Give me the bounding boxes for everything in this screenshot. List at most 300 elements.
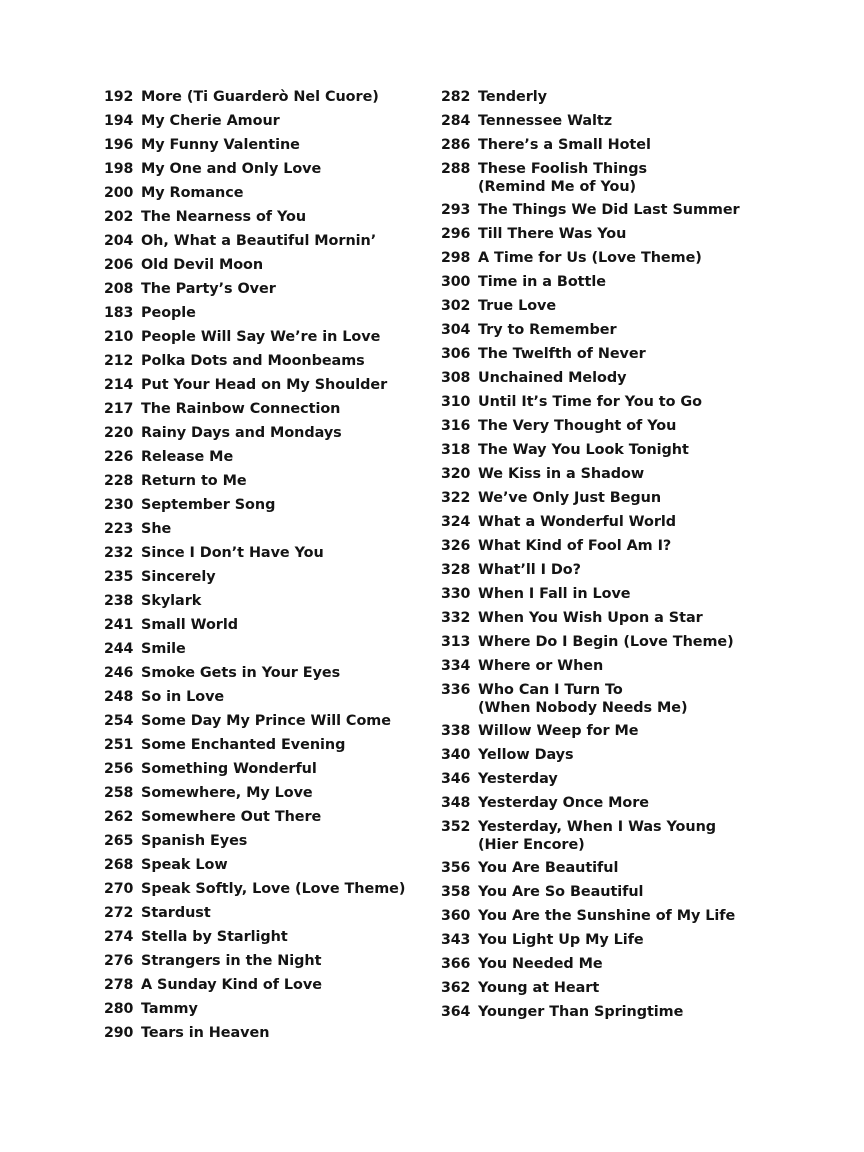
entry-page-number: 254 (104, 713, 134, 729)
index-entry (104, 472, 434, 496)
entry-title: Some Day My Prince Will Come (141, 713, 391, 729)
entry-title: The Rainbow Connection (141, 401, 341, 417)
entry-title: Speak Softly, Love (Love Theme) (141, 881, 406, 897)
entry-title-group (478, 201, 781, 220)
entry-page-number: 352 (441, 819, 471, 835)
entry-title-group (478, 345, 781, 364)
entry-page-number: 272 (104, 905, 134, 921)
entry-title: Younger Than Springtime (478, 1004, 684, 1020)
entry-title: Some Enchanted Evening (141, 737, 346, 753)
index-entry (104, 328, 434, 352)
entry-page-number: 332 (441, 610, 471, 626)
entry-title-group (478, 657, 781, 676)
entry-page-number: 328 (441, 562, 471, 578)
entry-title-group (478, 859, 781, 878)
index-entry (104, 832, 434, 856)
entry-title-group (141, 328, 434, 347)
entry-title-group (141, 592, 434, 611)
index-columns (0, 88, 864, 1048)
entry-title: Spanish Eyes (141, 833, 248, 849)
index-entry (104, 280, 434, 304)
entry-title: So in Love (141, 689, 225, 705)
entry-title: Yellow Days (478, 747, 574, 763)
entry-page-number: 223 (104, 521, 134, 537)
entry-title-group (141, 472, 434, 491)
entry-title: Tenderly (478, 89, 547, 105)
entry-title-group (141, 832, 434, 851)
entry-title-group (141, 976, 434, 995)
entry-title: Oh, What a Beautiful Mornin’ (141, 233, 377, 249)
entry-title: What’ll I Do? (478, 562, 581, 578)
entry-title: There’s a Small Hotel (478, 137, 651, 153)
entry-page-number: 278 (104, 977, 134, 993)
entry-title: Stardust (141, 905, 211, 921)
entry-page-number: 360 (441, 908, 471, 924)
entry-title: The Things We Did Last Summer (478, 202, 740, 218)
entry-title-group (141, 856, 434, 875)
entry-title-group (478, 794, 781, 813)
entry-title: Time in a Bottle (478, 274, 606, 290)
entry-page-number: 302 (441, 298, 471, 314)
entry-page-number: 244 (104, 641, 134, 657)
entry-page-number: 336 (441, 682, 471, 698)
index-entry (441, 979, 781, 1003)
entry-page-number: 192 (104, 89, 134, 105)
entry-title-group (478, 513, 781, 532)
index-entry (104, 352, 434, 376)
entry-title: Put Your Head on My Shoulder (141, 377, 388, 393)
entry-page-number: 235 (104, 569, 134, 585)
entry-title-group (478, 585, 781, 604)
entry-title-group (141, 736, 434, 755)
entry-page-number: 306 (441, 346, 471, 362)
entry-title: We’ve Only Just Begun (478, 490, 662, 506)
entry-title-group (478, 465, 781, 484)
index-entry (441, 859, 781, 883)
entry-page-number: 282 (441, 89, 471, 105)
entry-page-number: 300 (441, 274, 471, 290)
entry-page-number: 290 (104, 1025, 134, 1041)
entry-page-number: 256 (104, 761, 134, 777)
entry-page-number: 183 (104, 305, 134, 321)
index-entry (104, 424, 434, 448)
entry-title-group (141, 688, 434, 707)
entry-title-group (141, 568, 434, 587)
entry-title-group (478, 249, 781, 268)
index-entry (441, 633, 781, 657)
entry-title-group (478, 907, 781, 926)
entry-page-number: 362 (441, 980, 471, 996)
entry-title: Old Devil Moon (141, 257, 264, 273)
entry-page-number: 196 (104, 137, 134, 153)
entry-title-group (141, 160, 434, 179)
index-entry (441, 136, 781, 160)
entry-page-number: 206 (104, 257, 134, 273)
entry-title: When You Wish Upon a Star (478, 610, 703, 626)
entry-title-group (478, 681, 781, 717)
entry-title-group (478, 369, 781, 388)
index-entry (441, 345, 781, 369)
index-entry (104, 112, 434, 136)
entry-title-group (478, 931, 781, 950)
index-entry (104, 976, 434, 1000)
entry-page-number: 280 (104, 1001, 134, 1017)
entry-page-number: 208 (104, 281, 134, 297)
entry-title-group (478, 393, 781, 412)
entry-title: Since I Don’t Have You (141, 545, 324, 561)
index-entry (104, 736, 434, 760)
index-entry (441, 369, 781, 393)
entry-title-group (478, 537, 781, 556)
index-entry (441, 249, 781, 273)
index-entry (441, 818, 781, 859)
entry-title-group (141, 496, 434, 515)
entry-title-group (478, 136, 781, 155)
entry-page-number: 324 (441, 514, 471, 530)
entry-title-group (141, 640, 434, 659)
entry-title: You Light Up My Life (478, 932, 644, 948)
entry-title-group (141, 376, 434, 395)
index-entry (104, 400, 434, 424)
index-entry (104, 520, 434, 544)
index-entry (104, 568, 434, 592)
entry-title: Yesterday, When I Was Young (478, 819, 717, 835)
entry-title-group (478, 633, 781, 652)
index-entry (441, 657, 781, 681)
entry-page-number: 326 (441, 538, 471, 554)
entry-title: Smile (141, 641, 186, 657)
entry-title: My Romance (141, 185, 244, 201)
index-entry (441, 770, 781, 794)
entry-title: A Sunday Kind of Love (141, 977, 322, 993)
index-entry (441, 513, 781, 537)
entry-title-group (478, 746, 781, 765)
index-entry (104, 496, 434, 520)
entry-title: Smoke Gets in Your Eyes (141, 665, 341, 681)
entry-title-group (141, 1000, 434, 1019)
entry-page-number: 258 (104, 785, 134, 801)
entry-title-group (141, 880, 434, 899)
entry-title: Skylark (141, 593, 202, 609)
index-entry (104, 1000, 434, 1024)
entry-page-number: 343 (441, 932, 471, 948)
entry-page-number: 276 (104, 953, 134, 969)
entry-title: Rainy Days and Mondays (141, 425, 342, 441)
entry-page-number: 340 (441, 747, 471, 763)
entry-title: When I Fall in Love (478, 586, 631, 602)
entry-title: Where Do I Begin (Love Theme) (478, 634, 734, 650)
index-entry (104, 952, 434, 976)
entry-title: Young at Heart (478, 980, 600, 996)
index-entry (441, 722, 781, 746)
entry-title-group (478, 609, 781, 628)
entry-page-number: 202 (104, 209, 134, 225)
entry-page-number: 265 (104, 833, 134, 849)
index-entry (104, 880, 434, 904)
entry-page-number: 262 (104, 809, 134, 825)
entry-page-number: 268 (104, 857, 134, 873)
index-entry (104, 544, 434, 568)
entry-title: Unchained Melody (478, 370, 627, 386)
index-entry (104, 232, 434, 256)
index-entry (441, 88, 781, 112)
entry-page-number: 366 (441, 956, 471, 972)
entry-title: Yesterday Once More (478, 795, 650, 811)
entry-title: You Are the Sunshine of My Life (478, 908, 736, 924)
entry-title: Strangers in the Night (141, 953, 322, 969)
index-entry (104, 304, 434, 328)
entry-title-group (478, 417, 781, 436)
index-entry (104, 136, 434, 160)
entry-page-number: 194 (104, 113, 134, 129)
entry-title: The Party’s Over (141, 281, 276, 297)
entry-title: Somewhere Out There (141, 809, 322, 825)
index-entry (441, 273, 781, 297)
entry-page-number: 248 (104, 689, 134, 705)
entry-title: My Funny Valentine (141, 137, 300, 153)
entry-subtitle: (Hier Encore) (478, 837, 585, 853)
index-entry (104, 256, 434, 280)
entry-title-group (141, 616, 434, 635)
entry-title: The Way You Look Tonight (478, 442, 689, 458)
entry-title: My Cherie Amour (141, 113, 280, 129)
entry-title-group (141, 1024, 434, 1043)
entry-page-number: 308 (441, 370, 471, 386)
entry-title-group (478, 979, 781, 998)
entry-title: The Twelfth of Never (478, 346, 646, 362)
entry-page-number: 270 (104, 881, 134, 897)
index-column-right (441, 88, 781, 1027)
entry-title: September Song (141, 497, 276, 513)
entry-title: What Kind of Fool Am I? (478, 538, 672, 554)
entry-title: Somewhere, My Love (141, 785, 313, 801)
entry-page-number: 204 (104, 233, 134, 249)
entry-page-number: 232 (104, 545, 134, 561)
entry-title: A Time for Us (Love Theme) (478, 250, 702, 266)
index-entry (104, 664, 434, 688)
entry-title: You Are So Beautiful (478, 884, 644, 900)
entry-page-number: 298 (441, 250, 471, 266)
entry-page-number: 241 (104, 617, 134, 633)
entry-title: Something Wonderful (141, 761, 317, 777)
entry-title: Return to Me (141, 473, 247, 489)
index-entry (441, 112, 781, 136)
entry-title-group (478, 955, 781, 974)
index-entry (441, 585, 781, 609)
entry-title-group (141, 664, 434, 683)
entry-page-number: 274 (104, 929, 134, 945)
entry-title: Willow Weep for Me (478, 723, 639, 739)
entry-page-number: 286 (441, 137, 471, 153)
entry-page-number: 304 (441, 322, 471, 338)
entry-page-number: 346 (441, 771, 471, 787)
entry-page-number: 293 (441, 202, 471, 218)
entry-page-number: 214 (104, 377, 134, 393)
entry-page-number: 338 (441, 723, 471, 739)
index-entry (104, 208, 434, 232)
entry-page-number: 246 (104, 665, 134, 681)
index-entry (441, 1003, 781, 1027)
entry-title-group (141, 280, 434, 299)
entry-title: Polka Dots and Moonbeams (141, 353, 365, 369)
entry-title-group (141, 304, 434, 323)
entry-title-group (141, 112, 434, 131)
entry-title-group (478, 112, 781, 131)
entry-title: People Will Say We’re in Love (141, 329, 381, 345)
entry-page-number: 230 (104, 497, 134, 513)
index-entry (104, 184, 434, 208)
entry-title: Until It’s Time for You to Go (478, 394, 702, 410)
entry-title-group (141, 208, 434, 227)
entry-title-group (141, 808, 434, 827)
entry-title: We Kiss in a Shadow (478, 466, 645, 482)
entry-title-group (141, 952, 434, 971)
entry-title-group (141, 256, 434, 275)
entry-title-group (141, 520, 434, 539)
entry-title: People (141, 305, 196, 321)
entry-title: These Foolish Things (478, 161, 647, 177)
entry-title: Till There Was You (478, 226, 627, 242)
entry-page-number: 284 (441, 113, 471, 129)
entry-title-group (141, 184, 434, 203)
entry-title-group (478, 160, 781, 196)
entry-title-group (141, 448, 434, 467)
entry-page-number: 330 (441, 586, 471, 602)
entry-title: Yesterday (478, 771, 558, 787)
entry-title-group (141, 352, 434, 371)
entry-title: Tears in Heaven (141, 1025, 270, 1041)
entry-title-group (478, 722, 781, 741)
entry-title: Tennessee Waltz (478, 113, 613, 129)
index-entry (441, 794, 781, 818)
entry-title: True Love (478, 298, 557, 314)
entry-title-group (141, 928, 434, 947)
entry-title-group (478, 1003, 781, 1022)
index-entry (104, 688, 434, 712)
entry-title-group (478, 489, 781, 508)
index-entry (441, 931, 781, 955)
entry-title: You Needed Me (478, 956, 603, 972)
index-entry (441, 537, 781, 561)
entry-page-number: 313 (441, 634, 471, 650)
index-entry (441, 417, 781, 441)
entry-page-number: 318 (441, 442, 471, 458)
entry-title-group (478, 770, 781, 789)
entry-page-number: 334 (441, 658, 471, 674)
index-entry (441, 201, 781, 225)
entry-page-number: 198 (104, 161, 134, 177)
entry-title-group (141, 400, 434, 419)
entry-page-number: 320 (441, 466, 471, 482)
entry-title: Release Me (141, 449, 234, 465)
entry-title: Speak Low (141, 857, 228, 873)
entry-title: The Nearness of You (141, 209, 307, 225)
index-entry (104, 904, 434, 928)
entry-title-group (141, 760, 434, 779)
entry-title: Who Can I Turn To (478, 682, 623, 698)
entry-title: More (Ti Guarderò Nel Cuore) (141, 89, 379, 105)
entry-title-group (141, 904, 434, 923)
entry-page-number: 310 (441, 394, 471, 410)
index-entry (441, 955, 781, 979)
index-entry (441, 609, 781, 633)
entry-title: You Are Beautiful (478, 860, 619, 876)
entry-page-number: 220 (104, 425, 134, 441)
index-entry (104, 760, 434, 784)
index-column-left (104, 88, 434, 1048)
entry-title: Small World (141, 617, 238, 633)
entry-title-group (478, 88, 781, 107)
index-entry (441, 465, 781, 489)
entry-page-number: 296 (441, 226, 471, 242)
entry-title: The Very Thought of You (478, 418, 677, 434)
index-entry (104, 808, 434, 832)
index-entry (441, 393, 781, 417)
index-entry (441, 441, 781, 465)
index-entry (441, 681, 781, 722)
entry-title-group (478, 561, 781, 580)
entry-title: Tammy (141, 1001, 198, 1017)
index-entry (104, 616, 434, 640)
entry-page-number: 316 (441, 418, 471, 434)
entry-title-group (141, 424, 434, 443)
entry-subtitle: (When Nobody Needs Me) (478, 700, 688, 716)
entry-page-number: 228 (104, 473, 134, 489)
entry-page-number: 210 (104, 329, 134, 345)
index-entry (441, 907, 781, 931)
index-entry (441, 489, 781, 513)
entry-title-group (478, 441, 781, 460)
index-entry (104, 856, 434, 880)
index-entry (441, 225, 781, 249)
entry-title: Stella by Starlight (141, 929, 288, 945)
entry-title: Try to Remember (478, 322, 617, 338)
entry-title: Sincerely (141, 569, 216, 585)
entry-title-group (141, 136, 434, 155)
entry-page-number: 238 (104, 593, 134, 609)
entry-title-group (478, 883, 781, 902)
index-entry (441, 297, 781, 321)
entry-page-number: 217 (104, 401, 134, 417)
entry-page-number: 358 (441, 884, 471, 900)
index-entry (441, 561, 781, 585)
entry-page-number: 322 (441, 490, 471, 506)
entry-title-group (478, 297, 781, 316)
entry-title-group (141, 88, 434, 107)
entry-page-number: 212 (104, 353, 134, 369)
entry-page-number: 348 (441, 795, 471, 811)
entry-title: She (141, 521, 172, 537)
entry-title-group (141, 712, 434, 731)
entry-page-number: 356 (441, 860, 471, 876)
entry-title-group (478, 818, 781, 854)
entry-page-number: 364 (441, 1004, 471, 1020)
index-entry (441, 321, 781, 345)
entry-title-group (478, 225, 781, 244)
index-entry (104, 928, 434, 952)
index-entry (441, 746, 781, 770)
entry-page-number: 251 (104, 737, 134, 753)
index-entry (104, 712, 434, 736)
index-entry (104, 784, 434, 808)
index-entry (104, 88, 434, 112)
entry-title: What a Wonderful World (478, 514, 677, 530)
index-entry (104, 448, 434, 472)
entry-title-group (141, 544, 434, 563)
entry-title-group (141, 232, 434, 251)
index-entry (441, 160, 781, 201)
entry-title-group (141, 784, 434, 803)
